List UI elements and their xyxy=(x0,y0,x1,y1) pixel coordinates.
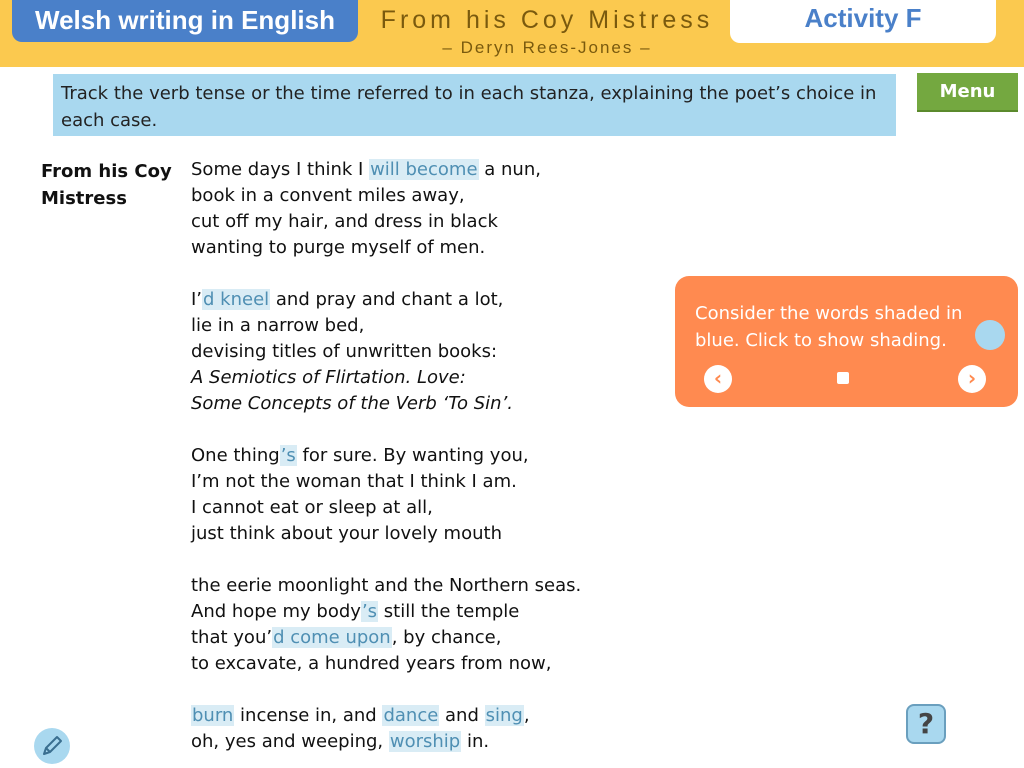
shaded-verb: d come upon xyxy=(273,627,391,648)
line-text: and pray and chant a lot, xyxy=(270,289,504,310)
poem-line xyxy=(191,599,581,625)
line-text: oh, yes and weeping, xyxy=(191,731,389,752)
shading-info-panel xyxy=(675,276,1018,407)
question-mark-icon: ? xyxy=(917,707,935,740)
poem-line: cut off my hair, and dress in black xyxy=(191,211,498,232)
line-text: still the temple xyxy=(378,601,520,622)
line-text: One thing xyxy=(191,445,280,466)
menu-button[interactable]: Menu xyxy=(917,73,1018,112)
stanza-1 xyxy=(191,157,581,261)
poem-line: Some Concepts of the Verb ‘To Sin’. xyxy=(191,393,514,414)
poem-line xyxy=(191,703,581,729)
poem-line xyxy=(191,729,581,755)
pencil-icon-graphic xyxy=(34,728,70,764)
page-subtitle: – Deryn Rees-Jones – xyxy=(442,38,652,57)
show-shading-toggle[interactable] xyxy=(975,320,1005,350)
poem-line: I’m not the woman that I think I am. xyxy=(191,471,517,492)
stanza-2 xyxy=(191,287,581,417)
stanza-3 xyxy=(191,443,581,547)
page-title: From his Coy Mistress xyxy=(380,6,714,34)
poem-title: From his Coy Mistress xyxy=(41,161,172,209)
line-text: Some days I think I xyxy=(191,159,370,180)
line-text: for sure. By wanting you, xyxy=(296,445,529,466)
line-text: I’ xyxy=(191,289,203,310)
line-text: a nun, xyxy=(478,159,541,180)
poem-line xyxy=(191,625,581,651)
page-indicator xyxy=(837,372,849,384)
stanza-4 xyxy=(191,573,581,677)
line-text: , xyxy=(523,705,530,726)
poem-line: wanting to purge myself of men. xyxy=(191,237,486,258)
instruction-box: Track the verb tense or the time referred to in each stanza, explaining the poet’s choice in each case. xyxy=(53,74,896,136)
line-text: , by chance, xyxy=(391,627,502,648)
poem-line: I cannot eat or sleep at all, xyxy=(191,497,433,518)
poem-line xyxy=(191,443,581,469)
shaded-verb: burn xyxy=(192,705,234,726)
poem-line: to excavate, a hundred years from now, xyxy=(191,653,552,674)
series-tab[interactable]: Welsh writing in English xyxy=(12,0,358,42)
shaded-verb: worship xyxy=(389,731,461,752)
line-text: incense in, and xyxy=(234,705,383,726)
shading-info-text: Consider the words shaded in blue. Click to show shading. xyxy=(695,303,963,351)
pencil-icon[interactable] xyxy=(34,728,70,764)
chevron-right-icon[interactable]: › xyxy=(958,365,986,393)
poem-line: just think about your lovely mouth xyxy=(191,523,502,544)
activity-tab[interactable]: Activity F xyxy=(730,0,996,43)
poem-line xyxy=(191,287,581,313)
shaded-verb: will become xyxy=(370,159,478,180)
poem-line: the eerie moonlight and the Northern seas. xyxy=(191,575,582,596)
poem-line: lie in a narrow bed, xyxy=(191,315,365,336)
poem-text xyxy=(191,157,581,755)
shaded-verb: ’s xyxy=(280,445,296,466)
chevron-left-icon[interactable]: ‹ xyxy=(704,365,732,393)
header-bar xyxy=(0,0,1024,67)
stanza-5 xyxy=(191,703,581,755)
help-button[interactable] xyxy=(906,704,946,744)
poem-line: devising titles of unwritten books: xyxy=(191,341,498,362)
line-text: And hope my body xyxy=(191,601,361,622)
poem-line xyxy=(191,157,581,183)
poem-line: A Semiotics of Flirtation. Love: xyxy=(191,367,466,388)
shaded-verb: ’s xyxy=(361,601,378,622)
line-text: in. xyxy=(461,731,490,752)
line-text: that you’ xyxy=(191,627,273,648)
line-text: and xyxy=(439,705,485,726)
shaded-verb: dance xyxy=(383,705,439,726)
shaded-verb: d kneel xyxy=(203,289,270,310)
poem-line: book in a convent miles away, xyxy=(191,185,465,206)
shaded-verb: sing xyxy=(485,705,523,726)
